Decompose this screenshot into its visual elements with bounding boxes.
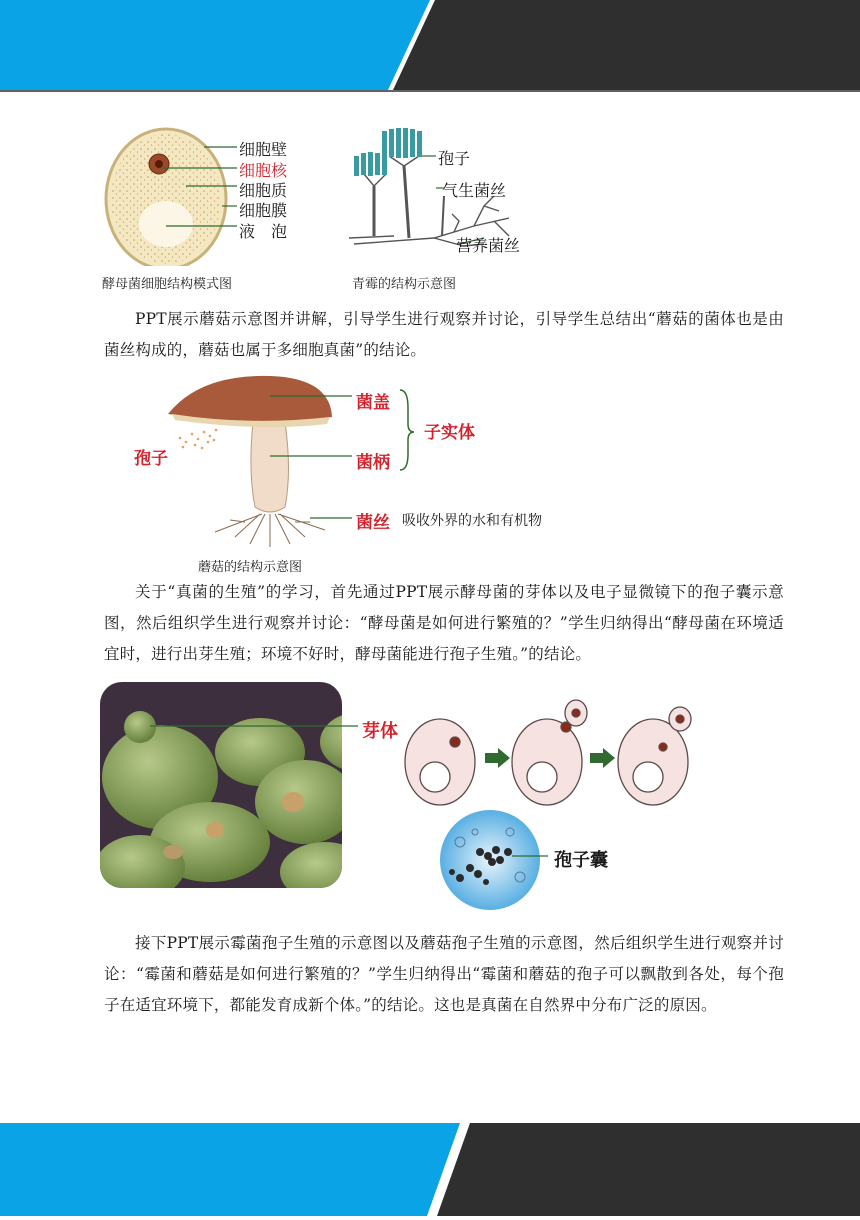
label-spores: 孢子 xyxy=(438,149,471,168)
yeast-cell-figure xyxy=(104,126,334,296)
mushroom-figure xyxy=(120,372,600,577)
label-aerial-hyphae: 气生菌丝 xyxy=(442,181,507,200)
paragraph-reproduction: 关于“真菌的生殖”的学习，首先通过PPT展示酵母菌的芽体以及电子显微镜下的孢子囊示意图，然后组织学生进行观察并讨论：“酵母菌是如何进行繁殖的？”学生归纳得出“酵母菌在环境适宜时，进行出芽生殖；环境不好时，酵母菌能进行孢子生殖。”的结论。 xyxy=(104,583,784,663)
label-cytoplasm: 细胞质 xyxy=(239,181,288,200)
header-blue-band xyxy=(0,0,860,90)
paragraph-spore-reproduction: 接下PPT展示霉菌孢子生殖的示意图以及蘑菇孢子生殖的示意图，然后组织学生进行观察并讨论：“霉菌和蘑菇是如何进行繁殖的？”学生归纳得出“霉菌和蘑菇的孢子可以飘散到各处，每个孢子在适宜环境下，都能发育成新个体。”的结论。这也是真菌在自然界中分布广泛的原因。 xyxy=(104,934,784,1014)
label-hyphae: 菌丝 xyxy=(356,513,390,533)
paragraph-mushroom-intro: PPT展示蘑菇示意图并讲解，引导学生进行观察并讨论，引导学生总结出“蘑菇的菌体也是由菌丝构成的，蘑菇也属于多细胞真菌”的结论。 xyxy=(104,310,784,359)
label-bud: 芽体 xyxy=(362,721,398,742)
penicillium-caption: 青霉的结构示意图 xyxy=(352,277,457,292)
label-hyphae-desc: 吸收外界的水和有机物 xyxy=(402,513,542,529)
budding-figure xyxy=(100,682,700,918)
label-cap: 菌盖 xyxy=(356,393,390,413)
label-cell-membrane: 细胞膜 xyxy=(239,201,288,220)
yeast-caption: 酵母菌细胞结构模式图 xyxy=(102,277,233,292)
label-nucleus: 细胞核 xyxy=(239,161,288,180)
penicillium-figure xyxy=(334,126,574,296)
label-sporangium: 孢子囊 xyxy=(554,850,608,871)
label-stalk: 菌柄 xyxy=(356,453,390,473)
label-cell-wall: 细胞壁 xyxy=(239,140,288,159)
label-fruiting-body: 子实体 xyxy=(424,423,475,443)
footer-band xyxy=(0,1123,860,1216)
label-nutrient-hyphae: 营养菌丝 xyxy=(456,236,521,255)
label-mushroom-spores: 孢子 xyxy=(134,449,168,469)
mushroom-caption: 蘑菇的结构示意图 xyxy=(198,560,303,575)
label-vacuole: 液 泡 xyxy=(239,222,288,241)
